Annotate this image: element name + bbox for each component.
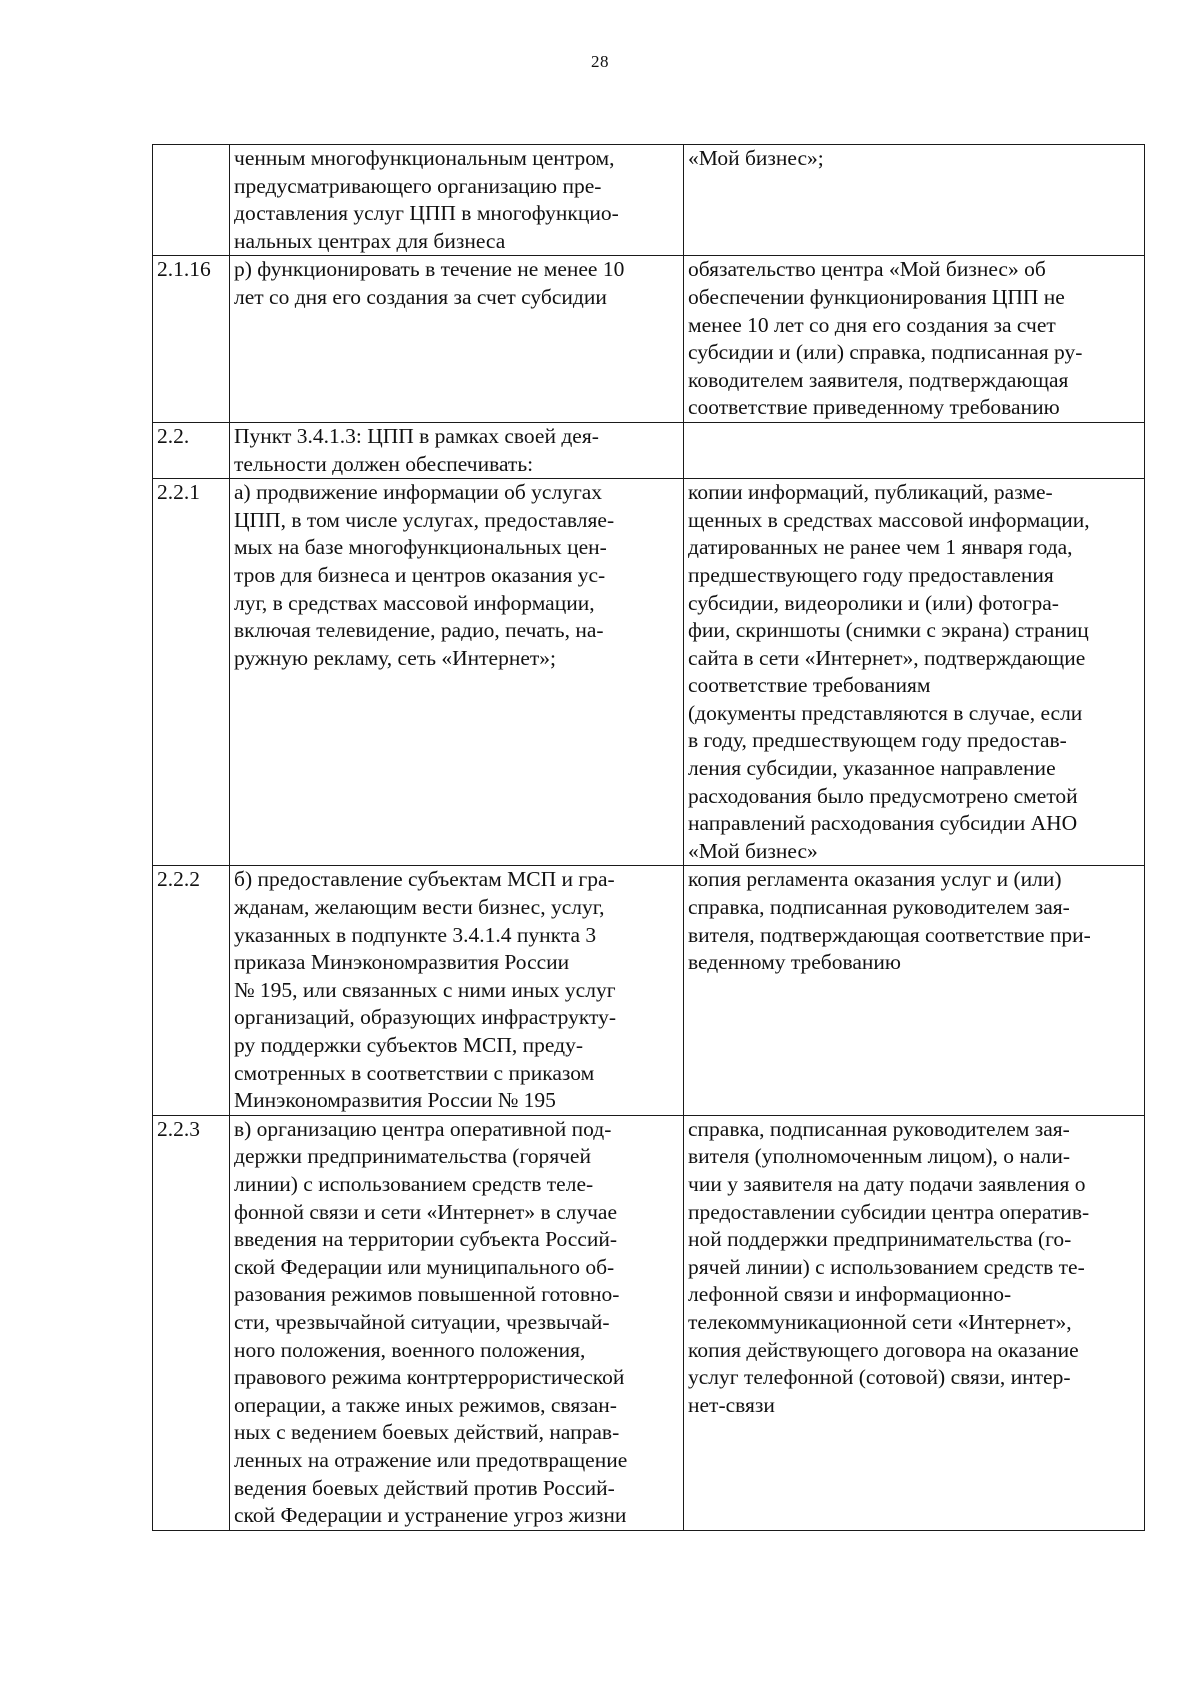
requirement-line: луг, в средствах массовой информации, (234, 590, 595, 615)
documents-cell (684, 145, 1145, 256)
documents-line: предоставлении субсидии центра оператив- (688, 1199, 1090, 1224)
requirement-cell (230, 145, 684, 256)
documents-line: (документы представляются в случае, если (688, 700, 1083, 725)
requirement-line: ружную рекламу, сеть «Интернет»; (234, 645, 557, 670)
documents-line: ководителем заявителя, подтверждающая (688, 367, 1069, 392)
documents-line: рячей линии) с использованием средств те- (688, 1254, 1085, 1279)
requirement-line: ской Федерации и устранение угроз жизни (234, 1503, 627, 1528)
page-number: 28 (591, 52, 609, 71)
documents-line: сайта в сети «Интернет», подтверждающие (688, 645, 1086, 670)
row-number-cell: 2.2.2 (153, 866, 230, 1115)
requirement-line: ленных на отражение или предотвращение (234, 1447, 628, 1472)
requirement-line: включая телевидение, радио, печать, на- (234, 618, 604, 643)
table-row (153, 866, 1145, 1115)
documents-line: менее 10 лет со дня его создания за счет (688, 312, 1056, 337)
documents-line: справка, подписанная руководителем зая- (688, 1116, 1070, 1141)
requirement-line: № 195, или связанных с ними иных услуг (234, 977, 616, 1002)
documents-line: вителя, подтверждающая соответствие при- (688, 922, 1091, 947)
documents-line: вителя (уполномоченным лицом), о нали- (688, 1144, 1070, 1169)
requirement-line: в) организацию центра оперативной под- (234, 1116, 612, 1141)
requirement-line: а) продвижение информации об услугах (234, 480, 603, 505)
documents-line: субсидии и (или) справка, подписанная ру- (688, 340, 1083, 365)
documents-line: фии, скриншоты (снимки с экрана) страниц (688, 618, 1089, 643)
documents-cell (684, 479, 1145, 866)
requirement-line: ской Федерации или муниципального об- (234, 1254, 615, 1279)
documents-cell (684, 256, 1145, 423)
requirement-line: лет со дня его создания за счет субсидии (234, 284, 607, 309)
documents-line: справка, подписанная руководителем зая- (688, 895, 1070, 920)
table-row (153, 256, 1145, 423)
requirement-line: организаций, образующих инфраструкту- (234, 1005, 617, 1030)
documents-cell (684, 866, 1145, 1115)
documents-line: лефонной связи и информационно- (688, 1282, 1012, 1307)
requirement-line: введения на территории субъекта Россий- (234, 1227, 618, 1252)
requirement-cell (230, 866, 684, 1115)
documents-line: нет-связи (688, 1392, 775, 1417)
requirement-cell (230, 479, 684, 866)
documents-line: обязательство центра «Мой бизнес» об (688, 257, 1046, 282)
requirement-line: тельности должен обеспечивать: (234, 451, 534, 476)
documents-line: копия действующего договора на оказание (688, 1337, 1079, 1362)
requirement-line: ЦПП, в том числе услугах, предоставляе- (234, 507, 615, 532)
requirement-cell (230, 422, 684, 478)
requirement-line: фонной связи и сети «Интернет» в случае (234, 1199, 617, 1224)
table-body (153, 145, 1145, 1531)
requirement-line: приказа Минэкономразвития России (234, 950, 570, 975)
requirement-line: жданам, желающим вести бизнес, услуг, (234, 895, 605, 920)
requirement-line: держки предпринимательства (горячей (234, 1144, 591, 1169)
documents-line: телекоммуникационной сети «Интернет», (688, 1309, 1072, 1334)
requirement-line: Минэкономразвития России № 195 (234, 1088, 556, 1113)
documents-line: копии информаций, публикаций, разме- (688, 480, 1053, 505)
row-number-cell (153, 145, 230, 256)
requirement-line: правового режима контртеррористической (234, 1365, 625, 1390)
documents-cell (684, 1115, 1145, 1530)
documents-line: соответствие приведенному требованию (688, 395, 1060, 420)
documents-line: субсидии, видеоролики и (или) фотогра- (688, 590, 1059, 615)
row-number-cell: 2.2.3 (153, 1115, 230, 1530)
table-row (153, 479, 1145, 866)
requirement-line: линии) с использованием средств теле- (234, 1171, 594, 1196)
requirement-line: нальных центрах для бизнеса (234, 228, 506, 253)
documents-line: датированных не ранее чем 1 января года, (688, 535, 1073, 560)
requirement-line: доставления услуг ЦПП в многофункцио- (234, 201, 619, 226)
documents-line: предшествующего году предоставления (688, 562, 1054, 587)
requirement-line: тров для бизнеса и центров оказания ус- (234, 562, 606, 587)
requirement-line: ного положения, военного положения, (234, 1337, 586, 1362)
table-row (153, 145, 1145, 256)
row-number-cell: 2.2. (153, 422, 230, 478)
documents-line: «Мой бизнес»; (688, 146, 824, 170)
requirement-line: операции, а также иных режимов, связан- (234, 1392, 617, 1417)
documents-line: ления субсидии, указанное направление (688, 756, 1056, 781)
requirement-line: мых на базе многофункциональных цен- (234, 535, 607, 560)
requirements-table (152, 144, 1145, 1531)
documents-cell (684, 422, 1145, 478)
requirement-line: указанных в подпункте 3.4.1.4 пункта 3 (234, 922, 597, 947)
documents-line: веденному требованию (688, 950, 901, 975)
documents-line: услуг телефонной (сотовой) связи, интер- (688, 1365, 1071, 1390)
documents-line: щенных в средствах массовой информации, (688, 507, 1090, 532)
requirement-line: б) предоставление субъектам МСП и гра- (234, 867, 615, 892)
documents-line: в году, предшествующем году предостав- (688, 728, 1067, 753)
documents-line: «Мой бизнес» (688, 838, 818, 863)
row-number-cell: 2.1.16 (153, 256, 230, 423)
row-number-cell: 2.2.1 (153, 479, 230, 866)
documents-line: направлений расходования субсидии АНО (688, 811, 1078, 836)
requirement-line: ных с ведением боевых действий, направ- (234, 1420, 620, 1445)
documents-line: обеспечении функционирования ЦПП не (688, 284, 1065, 309)
requirement-line: предусматривающего организацию пре- (234, 173, 602, 198)
documents-line: ной поддержки предпринимательства (го- (688, 1227, 1072, 1252)
requirement-line: сти, чрезвычайной ситуации, чрезвычай- (234, 1309, 610, 1334)
requirement-line: ру поддержки субъектов МСП, преду- (234, 1033, 584, 1057)
requirement-line: ведения боевых действий против Россий- (234, 1475, 615, 1500)
requirement-line: Пункт 3.4.1.3: ЦПП в рамках своей дея- (234, 423, 599, 448)
requirement-cell (230, 256, 684, 423)
table-row (153, 422, 1145, 478)
requirement-line: р) функционировать в течение не менее 10 (234, 257, 625, 282)
requirement-line: ченным многофункциональным центром, (234, 146, 615, 170)
requirement-line: смотренных в соответствии с приказом (234, 1060, 595, 1085)
documents-line: соответствие требованиям (688, 673, 931, 698)
requirement-line: разования режимов повышенной готовно- (234, 1282, 620, 1307)
requirement-cell (230, 1115, 684, 1530)
table-row (153, 1115, 1145, 1530)
documents-line: расходования было предусмотрено сметой (688, 783, 1078, 808)
documents-line: чии у заявителя на дату подачи заявления о (688, 1171, 1086, 1196)
documents-line: копия регламента оказания услуг и (или) (688, 867, 1062, 892)
